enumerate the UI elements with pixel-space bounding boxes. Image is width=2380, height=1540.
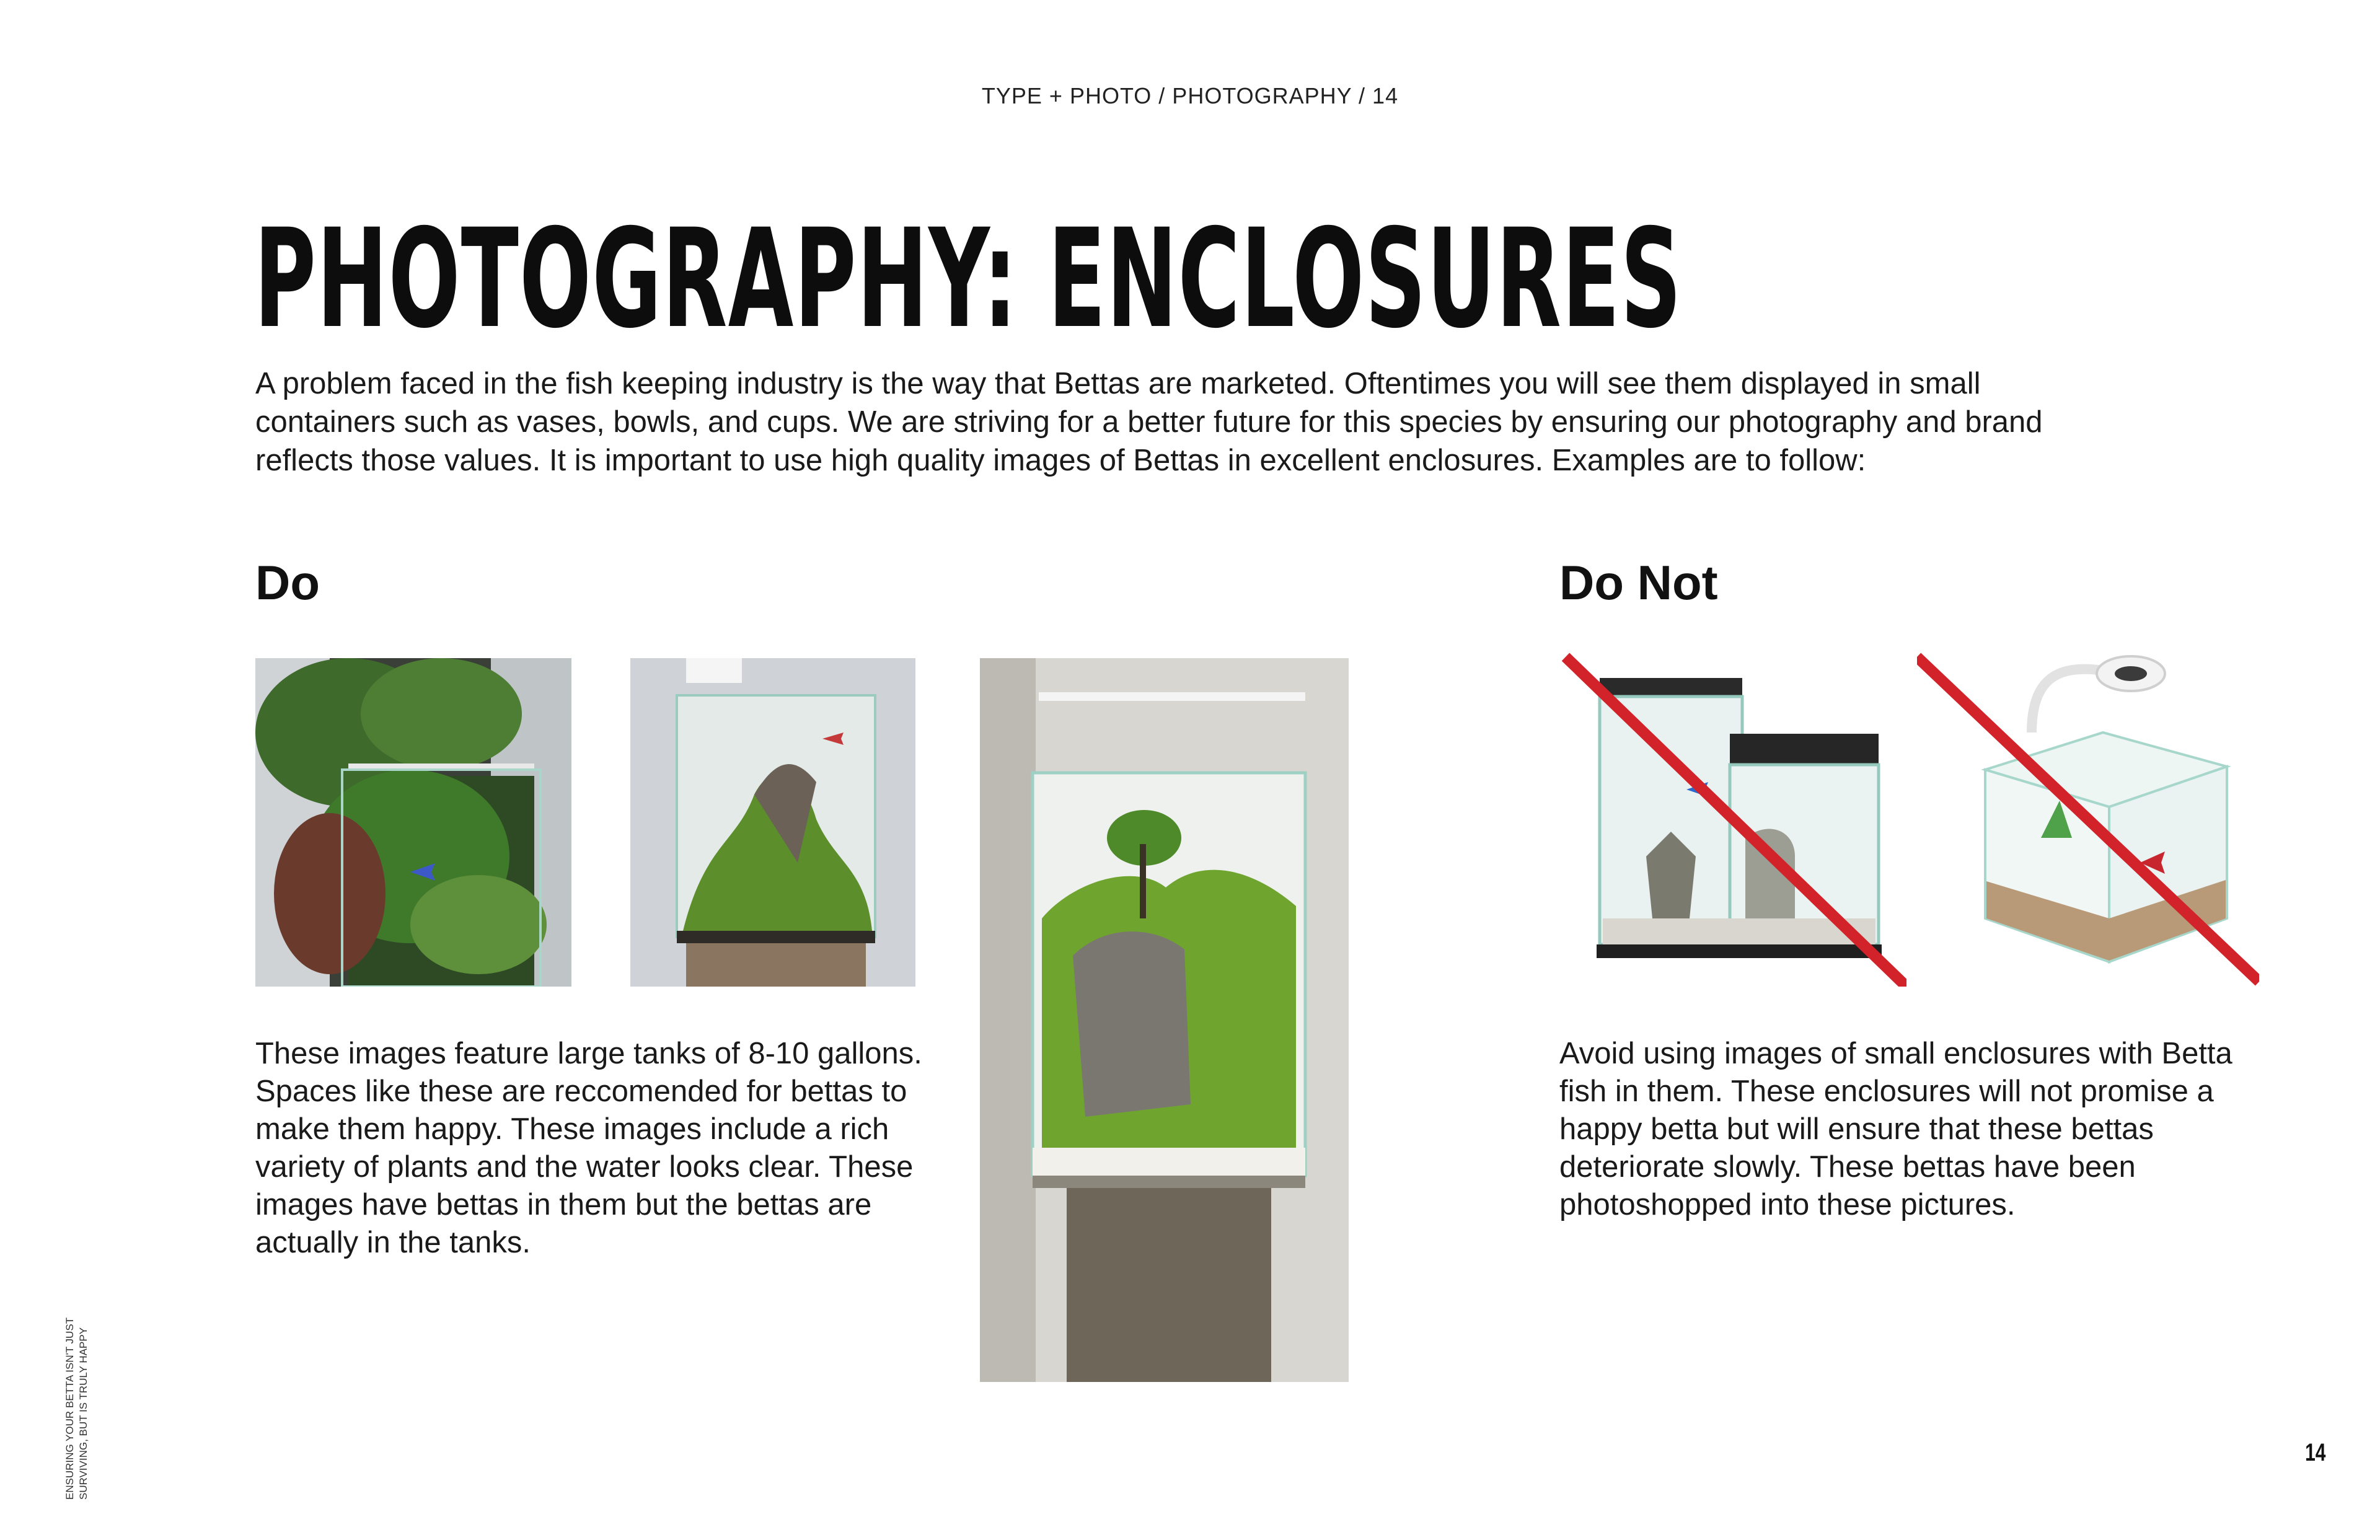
do-heading: Do (255, 555, 320, 610)
intro-paragraph: A problem faced in the fish keeping industry is the way that Bettas are marketed. Oftentimes you will see them displayed in small containers such as vases, bowls, and cups. We are striving for a better future for this species by ensuring our photography and brand reflects those values. It is important to use high quality images of Bettas in excellent enclosures. Examples are to follow: (255, 367, 2043, 477)
side-note: ENSURING YOUR BETTA ISN'T JUST SURVIVING, BUT IS TRULY HAPPY (64, 1318, 89, 1500)
do-not-heading: Do Not (1559, 555, 1718, 610)
do-photo-planted-tank (255, 658, 571, 987)
do-not-photo-twin-tank (1559, 652, 1906, 987)
do-not-description: Avoid using images of small enclosures with Betta fish in them. These enclosures will not promise a happy betta but will ensure that these bettas deteriorate slowly. These bettas have been photoshopped into these pictures. (1559, 1037, 2232, 1221)
page-number: 14 (2304, 1439, 2325, 1466)
page-title: PHOTOGRAPHY: ENCLOSURES (254, 200, 1683, 358)
do-photo-tall-aquascape (980, 658, 1349, 1382)
do-not-photo-cube-tank (1917, 652, 2259, 987)
do-description: These images feature large tanks of 8-10 gallons. Spaces like these are reccomended for bettas to make them happy. These images include a rich variety of plants and the water looks clear. These images have bettas in them but the bettas are actually in the tanks. (255, 1037, 922, 1259)
running-head: TYPE + PHOTO / PHOTOGRAPHY / 14 (981, 83, 1399, 108)
do-photo-rock-tank (630, 658, 915, 987)
